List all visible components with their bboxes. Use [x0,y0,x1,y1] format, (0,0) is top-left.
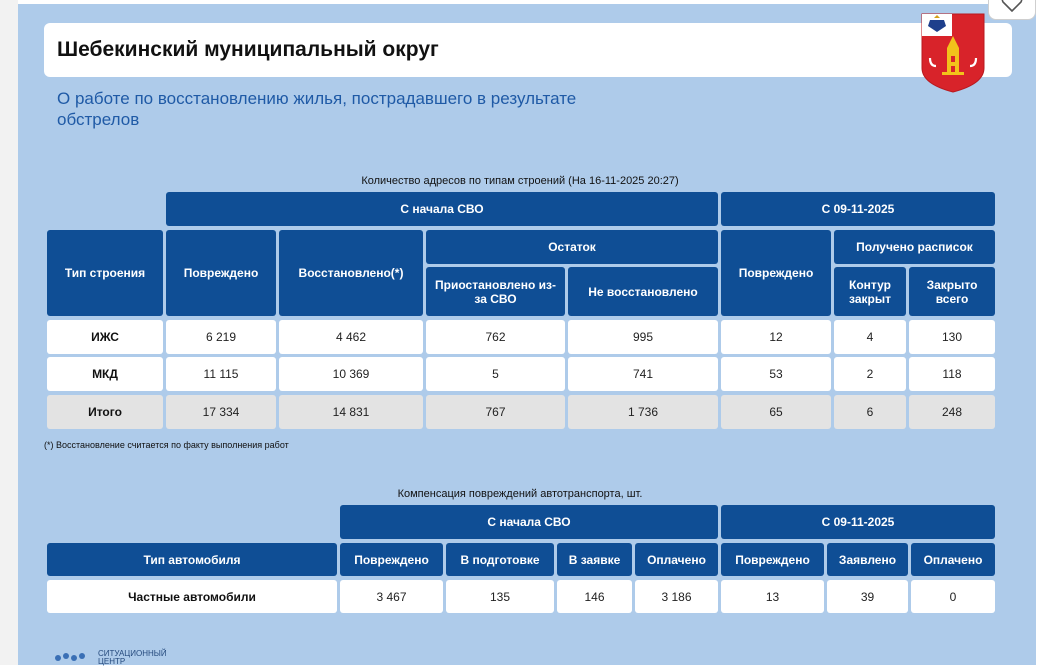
footer-line-1: СИТУАЦИОННЫЙ [98,649,167,658]
heart-icon [1001,0,1023,12]
vehicle-col-damaged: Повреждено [340,543,443,576]
housing-group-remaining: Остаток [426,230,718,264]
table-total-cell: 767 [426,395,565,429]
footer-text [98,650,167,666]
table-cell: 0 [911,580,995,613]
table-total-cell: 17 334 [166,395,276,429]
table-cell: 4 462 [279,320,423,354]
table-cell: 2 [834,357,906,391]
housing-col-suspended: Приостановлено из-за СВО [426,267,565,316]
housing-footnote: (*) Восстановление считается по факту выполнения работ [44,440,289,450]
table-total-cell: 248 [909,395,995,429]
page-subtitle: О работе по восстановлению жилья, пострадавшего в результате обстрелов [57,89,577,129]
table-cell: 11 115 [166,357,276,391]
table-cell: 995 [568,320,718,354]
table-row-label: ИЖС [47,320,163,354]
situation-center-logo-icon [52,651,90,665]
table-total-cell: 1 736 [568,395,718,429]
table-total-cell: 6 [834,395,906,429]
table-cell: 4 [834,320,906,354]
screen-edge [0,0,18,665]
coat-of-arms-icon [920,12,986,94]
vehicle-col-type: Тип автомобиля [47,543,337,576]
title-panel [44,23,1012,77]
table-cell: 5 [426,357,565,391]
table-cell: 3 186 [635,580,718,613]
housing-col-damaged: Повреждено [166,230,276,316]
table-cell: 12 [721,320,831,354]
housing-group-since-date: С 09-11-2025 [721,192,995,226]
vehicle-col-declared: Заявлено [827,543,908,576]
housing-col-closed-total: Закрыто всего [909,267,995,316]
table-cell: 53 [721,357,831,391]
housing-col-damaged-recent: Повреждено [721,230,831,316]
table-total-cell: 14 831 [279,395,423,429]
housing-group-receipts: Получено расписок [834,230,995,264]
vehicle-table-caption: Компенсация повреждений автотранспорта, шт. [397,488,643,500]
table-cell: 3 467 [340,580,443,613]
table-row-label: Частные автомобили [47,580,337,613]
table-cell: 135 [446,580,554,613]
vehicle-col-in-application: В заявке [557,543,632,576]
table-total-cell: 65 [721,395,831,429]
vehicle-col-damaged-recent: Повреждено [721,543,824,576]
table-cell: 146 [557,580,632,613]
vehicle-col-in-preparation: В подготовке [446,543,554,576]
table-cell: 6 219 [166,320,276,354]
table-cell: 13 [721,580,824,613]
table-cell: 130 [909,320,995,354]
vehicle-group-since-svo: С начала СВО [340,505,718,539]
table-cell: 762 [426,320,565,354]
footer-line-2: ЦЕНТР [98,657,126,666]
housing-table-caption: Количество адресов по типам строений (На 16-11-2025 20:27) [361,175,679,187]
footer-logo [52,650,167,666]
table-cell: 741 [568,357,718,391]
housing-col-restored: Восстановлено(*) [279,230,423,316]
table-cell: 10 369 [279,357,423,391]
housing-col-not-restored: Не восстановлено [568,267,718,316]
vehicle-col-paid: Оплачено [635,543,718,576]
housing-group-since-svo: С начала СВО [166,192,718,226]
favorite-button[interactable] [988,0,1036,20]
vehicle-col-paid-recent: Оплачено [911,543,995,576]
table-row-label: МКД [47,357,163,391]
vehicle-group-since-date: С 09-11-2025 [721,505,995,539]
housing-col-type: Тип строения [47,230,163,316]
housing-col-contour-closed: Контур закрыт [834,267,906,316]
table-cell: 118 [909,357,995,391]
table-cell: 39 [827,580,908,613]
table-total-label: Итого [47,395,163,429]
page-title: Шебекинский муниципальный округ [57,38,439,61]
